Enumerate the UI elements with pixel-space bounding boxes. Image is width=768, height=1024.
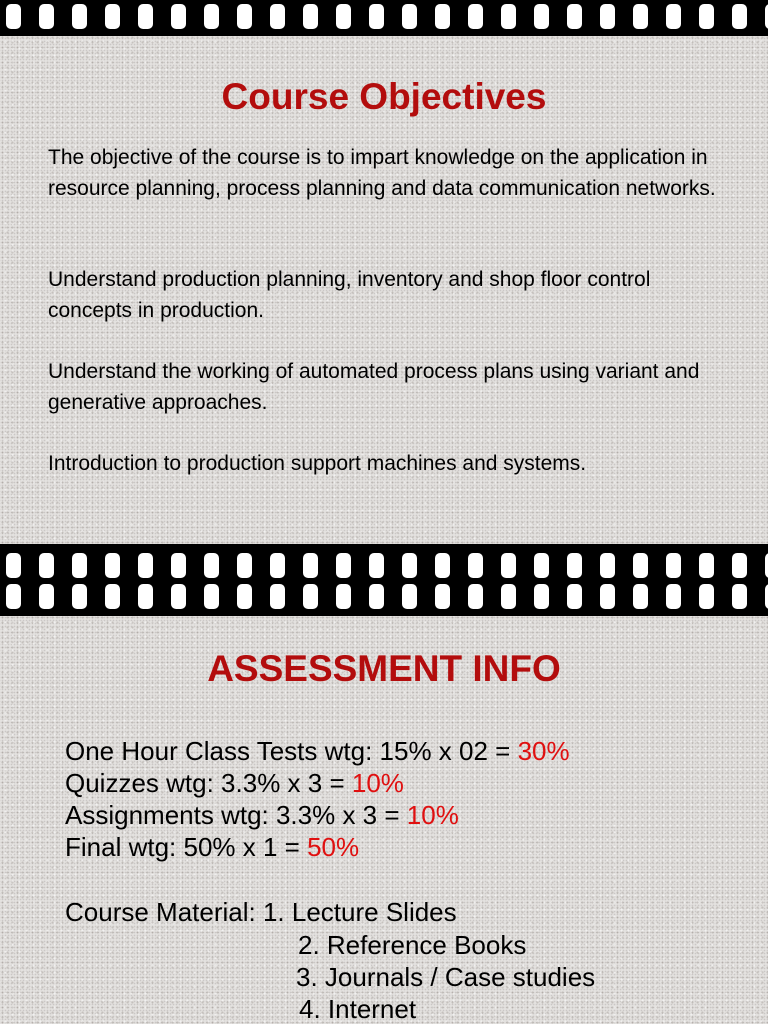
film-hole	[39, 553, 54, 578]
film-hole	[105, 4, 120, 29]
film-hole	[666, 4, 681, 29]
film-hole	[369, 4, 384, 29]
film-hole	[171, 584, 186, 609]
course-material-label: Course Material:	[65, 897, 263, 927]
film-hole	[567, 553, 582, 578]
weighting-total: 10%	[351, 768, 404, 798]
film-hole	[237, 4, 252, 29]
objective-paragraph: The objective of the course is to impart knowledge on the application in resource planning, process planning and data communication networks.	[48, 146, 716, 200]
film-hole	[237, 584, 252, 609]
film-hole	[402, 4, 417, 29]
film-hole	[501, 4, 516, 29]
film-strip-holes	[6, 584, 768, 609]
film-hole	[204, 553, 219, 578]
film-hole	[633, 553, 648, 578]
film-hole	[336, 584, 351, 609]
film-hole	[171, 4, 186, 29]
film-hole	[600, 584, 615, 609]
film-hole	[138, 553, 153, 578]
weighting-label: One Hour Class Tests wtg: 15% x 02 =	[65, 736, 518, 766]
film-hole	[633, 4, 648, 29]
film-hole	[270, 4, 285, 29]
film-strip-top	[0, 0, 768, 36]
film-hole	[138, 584, 153, 609]
film-hole	[39, 584, 54, 609]
material-item: 1. Lecture Slides	[262, 897, 457, 927]
course-material-line	[65, 896, 457, 928]
film-hole	[501, 553, 516, 578]
film-hole	[270, 584, 285, 609]
film-hole	[402, 584, 417, 609]
film-hole	[39, 4, 54, 29]
film-hole	[468, 4, 483, 29]
objective-paragraph: Understand production planning, inventory and shop floor control concepts in production.	[48, 268, 651, 322]
material-item: 4. Internet	[299, 994, 417, 1024]
objective-paragraph: Introduction to production support machines and systems.	[48, 452, 587, 475]
slide-title: Course Objectives	[221, 76, 547, 117]
slide-assessment-info	[0, 616, 768, 1024]
film-hole	[204, 4, 219, 29]
film-hole	[600, 553, 615, 578]
film-hole	[435, 553, 450, 578]
film-strip-holes	[6, 553, 768, 578]
film-hole	[666, 553, 681, 578]
objective-paragraph: Understand the working of automated process plans using variant and generative approaches.	[48, 360, 700, 414]
film-hole	[204, 584, 219, 609]
film-hole	[402, 553, 417, 578]
film-hole	[171, 553, 186, 578]
film-hole	[435, 4, 450, 29]
film-hole	[72, 584, 87, 609]
film-hole	[6, 553, 21, 578]
film-hole	[369, 553, 384, 578]
film-hole	[6, 584, 21, 609]
film-hole	[699, 4, 714, 29]
film-hole	[468, 584, 483, 609]
film-hole	[336, 4, 351, 29]
film-hole	[468, 553, 483, 578]
weighting-line	[65, 735, 570, 767]
film-hole	[369, 584, 384, 609]
film-hole	[138, 4, 153, 29]
film-hole	[105, 584, 120, 609]
film-hole	[534, 4, 549, 29]
film-hole	[633, 584, 648, 609]
film-hole	[336, 553, 351, 578]
film-hole	[600, 4, 615, 29]
weighting-total: 10%	[406, 800, 459, 830]
weighting-label: Assignments wtg: 3.3% x 3 =	[65, 800, 407, 830]
film-hole	[732, 4, 747, 29]
film-hole	[72, 553, 87, 578]
film-hole	[501, 584, 516, 609]
film-hole	[732, 553, 747, 578]
film-hole	[303, 584, 318, 609]
film-hole	[732, 584, 747, 609]
film-hole	[6, 4, 21, 29]
weighting-total: 30%	[517, 736, 570, 766]
weighting-line	[65, 799, 459, 831]
material-item: 3. Journals / Case studies	[296, 962, 596, 992]
film-hole	[72, 4, 87, 29]
film-strip-middle	[0, 544, 768, 616]
film-hole	[435, 584, 450, 609]
material-item: 2. Reference Books	[298, 930, 527, 960]
weighting-line	[65, 831, 359, 863]
film-hole	[105, 553, 120, 578]
film-hole	[303, 4, 318, 29]
weighting-label: Final wtg: 50% x 1 =	[65, 832, 308, 862]
film-hole	[534, 584, 549, 609]
film-hole	[567, 584, 582, 609]
film-hole	[666, 584, 681, 609]
slide-course-objectives	[0, 36, 768, 544]
weighting-label: Quizzes wtg: 3.3% x 3 =	[65, 768, 352, 798]
film-strip-holes	[6, 4, 768, 29]
film-hole	[567, 4, 582, 29]
film-hole	[534, 553, 549, 578]
film-hole	[303, 553, 318, 578]
weighting-line	[65, 767, 404, 799]
film-hole	[699, 584, 714, 609]
slide-title: ASSESSMENT INFO	[207, 648, 561, 689]
film-hole	[699, 553, 714, 578]
weighting-total: 50%	[307, 832, 360, 862]
film-hole	[237, 553, 252, 578]
film-hole	[270, 553, 285, 578]
